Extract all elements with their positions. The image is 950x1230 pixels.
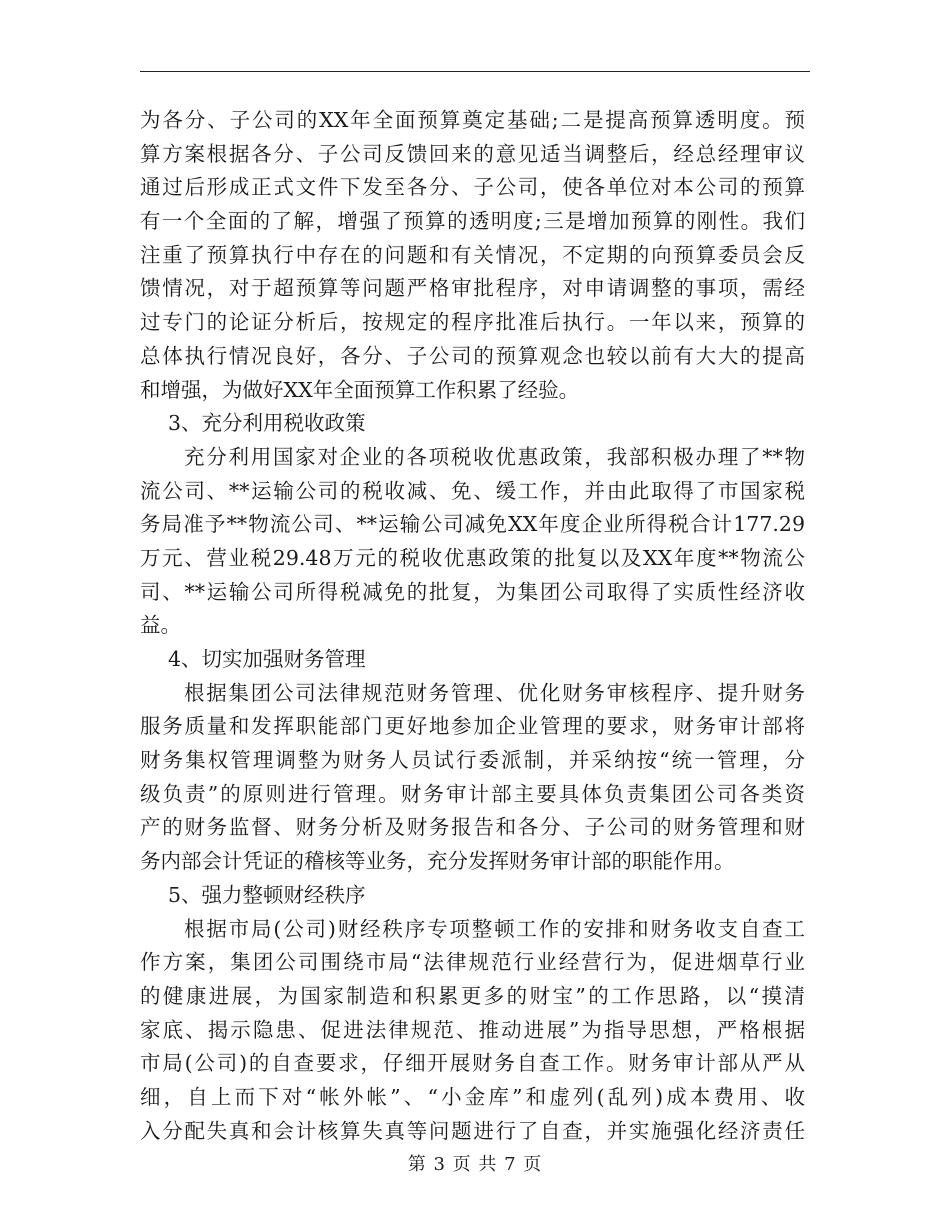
page-number: 第 3 页 共 7 页 bbox=[407, 1154, 543, 1175]
paragraph-line: 算方案根据各分、子公司反馈回来的意见适当调整后，经总经理审议 bbox=[140, 141, 805, 166]
section-heading: 4、切实加强财务管理 bbox=[168, 647, 366, 671]
paragraph-line: 馈情况，对于超预算等问题严格审批程序，对申请调整的事项，需经 bbox=[140, 276, 805, 301]
paragraph-line: 过专门的论证分析后，按规定的程序批准后执行。一年以来，预算的 bbox=[140, 310, 805, 335]
paragraph-line: 流公司、**运输公司的税收减、免、缓工作，并由此取得了市国家税 bbox=[140, 478, 805, 503]
paragraph-line: 根据集团公司法律规范财务管理、优化财务审核程序、提升财务 bbox=[184, 680, 805, 705]
paragraph-line: 产的财务监督、财务分析及财务报告和各分、子公司的财务管理和财 bbox=[140, 815, 805, 840]
paragraph-line: 财务集权管理调整为财务人员试行委派制，并采纳按“统一管理，分 bbox=[140, 748, 805, 773]
paragraph-line: 司、**运输公司所得税减免的批复，为集团公司取得了实质性经济收 bbox=[140, 579, 805, 604]
section-heading: 5、强力整顿财经秩序 bbox=[168, 882, 366, 907]
paragraph-line: 和增强，为做好XX年全面预算工作积累了经验。 bbox=[140, 377, 580, 402]
paragraph-line: 作方案，集团公司围绕市局“法律规范行业经营行为，促进烟草行业 bbox=[140, 950, 805, 975]
paragraph-line: 为各分、子公司的XX年全面预算奠定基础;二是提高预算透明度。预 bbox=[140, 108, 805, 132]
header-rule bbox=[140, 71, 810, 72]
paragraph-line: 总体执行情况良好，各分、子公司的预算观念也较以前有大大的提高 bbox=[140, 343, 805, 368]
paragraph-line: 根据市局(公司)财经秩序专项整顿工作的安排和财务收支自查工 bbox=[184, 916, 805, 941]
paragraph-line: 入分配失真和会计核算失真等问题进行了自查，并实施强化经济责任 bbox=[140, 1118, 805, 1143]
paragraph-line: 万元、营业税29.48万元的税收优惠政策的批复以及XX年度**物流公 bbox=[140, 545, 805, 570]
paragraph-line: 注重了预算执行中存在的问题和有关情况，不定期的向预算委员会反 bbox=[140, 242, 805, 267]
paragraph-line: 益。 bbox=[140, 613, 181, 638]
paragraph-line: 通过后形成正式文件下发至各分、子公司，使各单位对本公司的预算 bbox=[140, 175, 805, 200]
paragraph-line: 有一个全面的了解，增强了预算的透明度;三是增加预算的刚性。我们 bbox=[140, 209, 805, 234]
paragraph-line: 细，自上而下对“帐外帐”、“小金库”和虚列(乱列)成本费用、收 bbox=[140, 1084, 805, 1109]
paragraph-line: 家底、揭示隐患、促进法律规范、推动进展”为指导思想，严格根据 bbox=[140, 1017, 805, 1042]
document-body bbox=[140, 104, 805, 1148]
paragraph-line: 务内部会计凭证的稽核等业务，充分发挥财务审计部的职能作用。 bbox=[140, 849, 735, 874]
paragraph-line: 级负责”的原则进行管理。财务审计部主要具体负责集团公司各类资 bbox=[140, 781, 805, 806]
paragraph-line: 市局(公司)的自查要求，仔细开展财务自查工作。财务审计部从严从 bbox=[140, 1051, 805, 1076]
paragraph-line: 的健康进展，为国家制造和积累更多的财宝”的工作思路，以“摸清 bbox=[140, 983, 805, 1008]
paragraph-line: 充分利用国家对企业的各项税收优惠政策，我部积极办理了**物 bbox=[184, 444, 805, 469]
paragraph-line: 服务质量和发挥职能部门更好地参加企业管理的要求，财务审计部将 bbox=[140, 714, 805, 739]
section-heading: 3、充分利用税收政策 bbox=[168, 411, 366, 436]
paragraph-line: 务局准予**物流公司、**运输公司减免XX年度企业所得税合计177.29 bbox=[140, 512, 805, 537]
